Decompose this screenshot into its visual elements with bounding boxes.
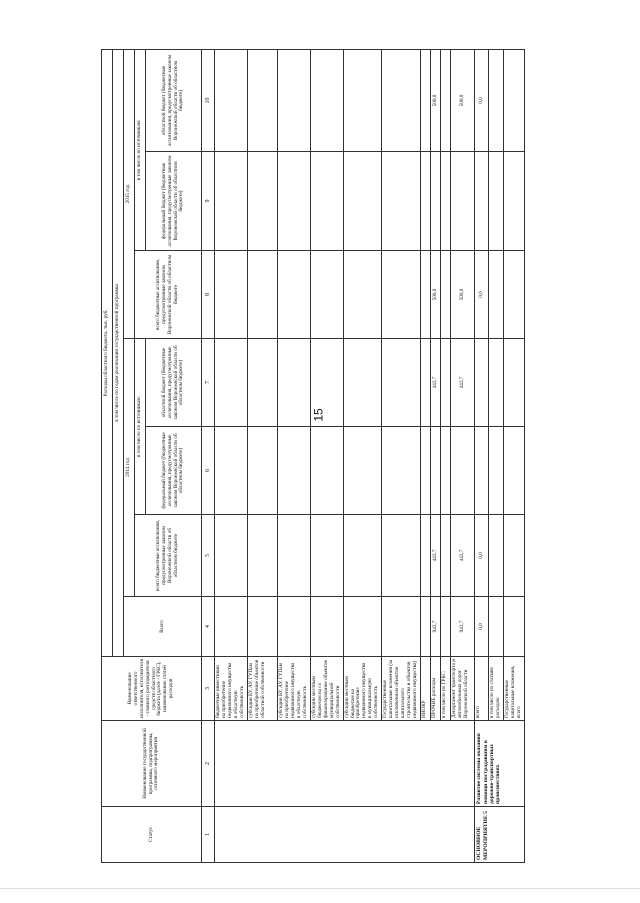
status-cell [215, 807, 475, 863]
value-2015-regional: 0,0 [475, 49, 489, 151]
expense-item: субсидии БУ, АУ, ГУПам на приобретение недвижимого имущества в областную собственность [277, 657, 310, 721]
value-2015-all [343, 251, 382, 339]
value-2014-regional [343, 339, 382, 427]
rotated-table-container [101, 50, 523, 863]
value-2014-federal [441, 427, 451, 515]
total-value [489, 597, 504, 657]
total-value: 0,0 [475, 597, 489, 657]
value-2015-federal [504, 152, 525, 251]
total-value [382, 597, 421, 657]
value-2015-all: 500,0 [451, 251, 475, 339]
value-2014-all [382, 515, 421, 597]
value-2014-regional [475, 339, 489, 427]
value-2015-federal [421, 152, 431, 251]
expense-item: Департамент транспорта и автомобильных дорог Воронежской области [451, 657, 475, 721]
header-year-2015: 2015 год [124, 49, 135, 338]
header-total: Всего [124, 597, 202, 657]
total-value [277, 597, 310, 657]
total-value [215, 597, 248, 657]
expense-item: субсидии местным бюджетам на со финансирование объектов муниципальной собственности [310, 657, 343, 721]
expense-item: в том числе по ГРБС: [441, 657, 451, 721]
value-2015-federal [451, 152, 475, 251]
main-event-name: Развитие системы оказания помощи пострадавшим в дорожно-транспортных происшествиях [475, 721, 525, 807]
column-number: 10 [202, 49, 215, 151]
value-2014-federal [421, 427, 431, 515]
page-number: 15 [311, 408, 326, 422]
header-year-2014: 2014 год [124, 339, 135, 597]
value-2015-regional [215, 49, 248, 151]
value-2015-federal [489, 152, 504, 251]
value-2015-all [421, 251, 431, 339]
table-row [215, 49, 248, 862]
column-number: 4 [202, 597, 215, 657]
column-number: 7 [202, 339, 215, 427]
value-2014-federal [382, 427, 421, 515]
value-2015-regional [310, 49, 343, 151]
total-value [310, 597, 343, 657]
value-2014-regional [421, 339, 431, 427]
value-2014-federal [343, 427, 382, 515]
value-2014-all [215, 515, 248, 597]
value-2014-federal [475, 427, 489, 515]
value-2014-all [489, 515, 504, 597]
value-2014-regional [382, 339, 421, 427]
value-2015-regional: 500,0 [451, 49, 475, 151]
header-expenses-title: Расходы областного бюджета, тыс. руб. [102, 49, 113, 656]
value-2014-federal [310, 427, 343, 515]
header-executor: Наименование ответственного исполнителя, исполнителя - главного распорядителя средств областного бюджета (далее - ГРБС), наименование статей расходов [102, 657, 202, 721]
value-2014-regional [310, 339, 343, 427]
value-2014-all: 442,7 [431, 515, 441, 597]
value-2015-all [277, 251, 310, 339]
total-value [504, 597, 525, 657]
main-event-status: ОСНОВНОЕ МЕРОПРИЯТИЕ 5 [475, 807, 525, 863]
expense-item: в том числе по статьям расходов: [489, 657, 504, 721]
header-2014-federal: федеральный бюджет (бюджетные ассигнования, предусмотренные законом Воронежской области об областном бюджете) [146, 427, 202, 515]
column-number: 2 [202, 721, 215, 807]
expense-item: НИОКР [421, 657, 431, 721]
value-2015-all: 0,0 [475, 251, 489, 339]
value-2015-federal [343, 152, 382, 251]
value-2015-regional [489, 49, 504, 151]
total-value [247, 597, 277, 657]
value-2014-regional [215, 339, 248, 427]
value-2014-all [421, 515, 431, 597]
value-2015-regional [343, 49, 382, 151]
value-2014-regional [441, 339, 451, 427]
value-2014-federal [431, 427, 441, 515]
column-number: 6 [202, 427, 215, 515]
value-2014-all [441, 515, 451, 597]
value-2014-regional [489, 339, 504, 427]
value-2014-all [310, 515, 343, 597]
total-value [441, 597, 451, 657]
value-2015-all [441, 251, 451, 339]
value-2015-all [215, 251, 248, 339]
header-2015-sources: в том числе по источникам: [135, 49, 146, 250]
value-2014-regional: 442,7 [431, 339, 441, 427]
value-2015-federal [475, 152, 489, 251]
header-program-name: Наименование государственной программы, подпрограммы, основного мероприятия [102, 721, 202, 807]
column-number: 1 [202, 807, 215, 863]
value-2014-regional [247, 339, 277, 427]
value-2014-all: 0,0 [475, 515, 489, 597]
value-2015-regional [421, 49, 431, 151]
expense-item: Государственные капитальные вложения (за исключением объектов капитального строительства и объектов недвижимого имущества) [382, 657, 421, 721]
value-2015-regional [382, 49, 421, 151]
header-2014-sources: в том числе по источникам: [135, 339, 146, 515]
value-2014-regional: 442,7 [451, 339, 475, 427]
value-2014-federal [451, 427, 475, 515]
header-2015-federal: федеральный бюджет (бюджетные ассигнования, предусмотренные законом Воронежской области об областном бюджете) [146, 152, 202, 251]
expense-item: бюджетные инвестиции на приобретение недвижимого имущества в областную собственность [215, 657, 248, 721]
value-2014-federal [215, 427, 248, 515]
value-2015-federal [431, 152, 441, 251]
column-number: 3 [202, 657, 215, 721]
value-2014-federal [504, 427, 525, 515]
header-2015-regional: областной бюджет (бюджетные ассигнования, предусмотренные законом Воронежской области об областном бюджете) [146, 49, 202, 151]
expense-item: субсидии местным бюджетам на приобретение недвижимого имущества в муниципальную собственность [343, 657, 382, 721]
expense-item: ПРОЧИЕ расходы [431, 657, 441, 721]
value-2015-all [310, 251, 343, 339]
budget-table-sheet [101, 50, 523, 863]
value-2014-federal [489, 427, 504, 515]
page-bottom-edge [0, 888, 640, 889]
total-value [343, 597, 382, 657]
value-2015-regional [247, 49, 277, 151]
value-2014-all [504, 515, 525, 597]
budget-table [101, 49, 525, 863]
total-value: 942,7 [451, 597, 475, 657]
value-2014-all [343, 515, 382, 597]
value-2014-federal [247, 427, 277, 515]
value-2015-federal [382, 152, 421, 251]
value-2015-federal [441, 152, 451, 251]
value-2014-all [247, 515, 277, 597]
value-2015-all [247, 251, 277, 339]
value-2015-regional [277, 49, 310, 151]
column-number: 9 [202, 152, 215, 251]
header-2014-all: всего бюджетные ассигнования, предусмотренные законом Воронежской области об областном бюджете [135, 515, 202, 597]
expense-item: субсидии БУ, АУ, ГУПам на приобретение объектов областной собственности [247, 657, 277, 721]
value-2014-federal [277, 427, 310, 515]
value-2014-regional [277, 339, 310, 427]
value-2015-all: 500,0 [431, 251, 441, 339]
value-2015-regional [504, 49, 525, 151]
value-2015-federal [247, 152, 277, 251]
header-2015-all: всего бюджетные ассигнования, предусмотренные законом Воронежской области об областном бюджете [135, 251, 202, 339]
column-number: 8 [202, 251, 215, 339]
value-2015-all [504, 251, 525, 339]
value-2015-regional: 500,0 [431, 49, 441, 151]
value-2015-all [489, 251, 504, 339]
expense-item: Государственные капитальные вложения, всего [504, 657, 525, 721]
total-value: 942,7 [431, 597, 441, 657]
header-2014-regional: областной бюджет (бюджетные ассигнования, предусмотренные законом Воронежской области об областном бюджете) [146, 339, 202, 427]
expense-item: всего [475, 657, 489, 721]
program-name-cell [215, 721, 475, 807]
value-2014-all [277, 515, 310, 597]
table-row [475, 49, 489, 862]
column-number: 5 [202, 515, 215, 597]
value-2014-regional [504, 339, 525, 427]
value-2015-federal [215, 152, 248, 251]
value-2014-all: 442,7 [451, 515, 475, 597]
value-2015-regional [441, 49, 451, 151]
value-2015-federal [277, 152, 310, 251]
total-value [421, 597, 431, 657]
value-2015-federal [310, 152, 343, 251]
value-2015-all [382, 251, 421, 339]
header-expenses-sub: в том числе по годам реализации государственной программы [113, 49, 124, 656]
header-status: Статус [102, 807, 202, 863]
